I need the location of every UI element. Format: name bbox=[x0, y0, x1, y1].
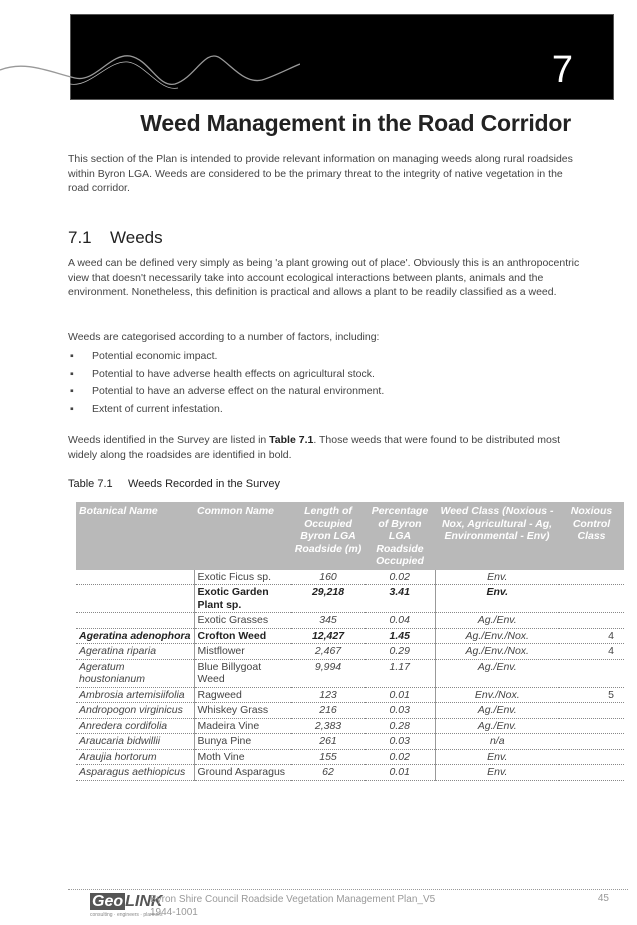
section-title: Weeds bbox=[110, 228, 163, 247]
table-row: Ageratina riparia Mistflower 2,467 0.29 Ag./Env./Nox. 4 bbox=[76, 644, 624, 660]
table-caption bbox=[68, 478, 280, 490]
section-heading bbox=[68, 228, 163, 248]
table-row: Ambrosia artemisiifolia Ragweed 123 0.01 Env./Nox. 5 bbox=[76, 687, 624, 703]
bullet-icon: ▪ bbox=[70, 402, 74, 415]
col-header-common: Common Name bbox=[194, 502, 291, 570]
section-number: 7.1 bbox=[68, 228, 92, 247]
weeds-table bbox=[76, 502, 624, 781]
paragraph-categories: Weeds are categorised according to a number of factors, including: bbox=[68, 331, 380, 343]
list-item: ▪ Potential to have an adverse effect on the natural environment. bbox=[68, 383, 583, 401]
bullet-icon: ▪ bbox=[70, 385, 74, 397]
decorative-swoosh bbox=[0, 48, 300, 118]
chapter-number: 7 bbox=[551, 49, 573, 91]
bullet-icon: ▪ bbox=[70, 350, 74, 362]
table-row: Ageratum houstonianum Blue Billygoat Weed 9,994 1.17 Ag./Env. bbox=[76, 659, 624, 687]
page-number: 45 bbox=[597, 893, 609, 904]
table-row: Araucaria bidwillii Bunya Pine 261 0.03 n/a bbox=[76, 734, 624, 750]
list-item: ▪ Potential to have adverse health effects on agricultural stock. bbox=[68, 366, 583, 384]
col-header-percentage: Percentage of Byron LGA Roadside Occupied bbox=[365, 502, 435, 570]
table-row: Exotic Grasses 345 0.04 Ag./Env. bbox=[76, 613, 624, 629]
paragraph-table-intro: Weeds identified in the Survey are listed in Table 7.1. Those weeds that were found to be distributed most widely along the roadsides are identified in bold. bbox=[68, 434, 561, 461]
footer-divider bbox=[68, 889, 628, 890]
paragraph-definition: A weed can be defined very simply as being 'a plant growing out of place'. Obviously this is an anthropocentric view that doesn't necessarily take into account ecological interactions between plants, animals and the environment. Nonetheless, this definition is practical and allows a plant to be readily classified as a weed. bbox=[68, 257, 580, 298]
criteria-list bbox=[68, 348, 583, 418]
col-header-weed-class: Weed Class (Noxious - Nox, Agricultural - Ag, Environmental - Env) bbox=[435, 502, 559, 570]
footer-doc-number: 1944-1001 bbox=[150, 907, 198, 918]
table-row: Anredera cordifolia Madeira Vine 2,383 0.28 Ag./Env. bbox=[76, 718, 624, 734]
footer-doc-title: Byron Shire Council Roadside Vegetation Management Plan_V5 bbox=[150, 894, 436, 905]
table-caption-title: Weeds Recorded in the Survey bbox=[128, 478, 281, 490]
intro-paragraph: This section of the Plan is intended to provide relevant information on managing weeds along rural roadsides within Byron LGA. Weeds are considered to be the primary threat to the integrity of native vegetation in the road corridor. bbox=[68, 153, 573, 194]
col-header-botanical: Botanical Name bbox=[76, 502, 194, 570]
geolink-logo: Geo LINK bbox=[92, 893, 163, 910]
list-item: ▪ Potential economic impact. bbox=[68, 348, 583, 366]
table-row: Asparagus aethiopicus Ground Asparagus 62 0.01 Env. bbox=[76, 765, 624, 781]
col-header-noxious-class: Noxious Control Class bbox=[559, 502, 624, 570]
list-item: ▪ Extent of current infestation. bbox=[68, 401, 583, 419]
table-caption-number: Table 7.1 bbox=[68, 478, 113, 490]
table-row: Araujia hortorum Moth Vine 155 0.02 Env. bbox=[76, 749, 624, 765]
bullet-icon: ▪ bbox=[70, 367, 74, 380]
logo-tagline: consulting · engineers · planners bbox=[90, 912, 163, 918]
footer-document-info bbox=[150, 893, 435, 919]
table-row: Exotic Ficus sp. 160 0.02 Env. bbox=[76, 570, 624, 585]
table-reference: Table 7.1 bbox=[269, 434, 314, 446]
col-header-length: Length of Occupied Byron LGA Roadside (m) bbox=[291, 502, 365, 570]
table-header-row bbox=[76, 502, 624, 570]
page-title: Weed Management in the Road Corridor bbox=[140, 110, 571, 136]
table-row: Ageratina adenophora Crofton Weed 12,427 1.45 Ag./Env./Nox. 4 bbox=[76, 628, 624, 644]
table-row: Exotic Garden Plant sp. 29,218 3.41 Env. bbox=[76, 585, 624, 613]
table-row: Andropogon virginicus Whiskey Grass 216 0.03 Ag./Env. bbox=[76, 703, 624, 719]
